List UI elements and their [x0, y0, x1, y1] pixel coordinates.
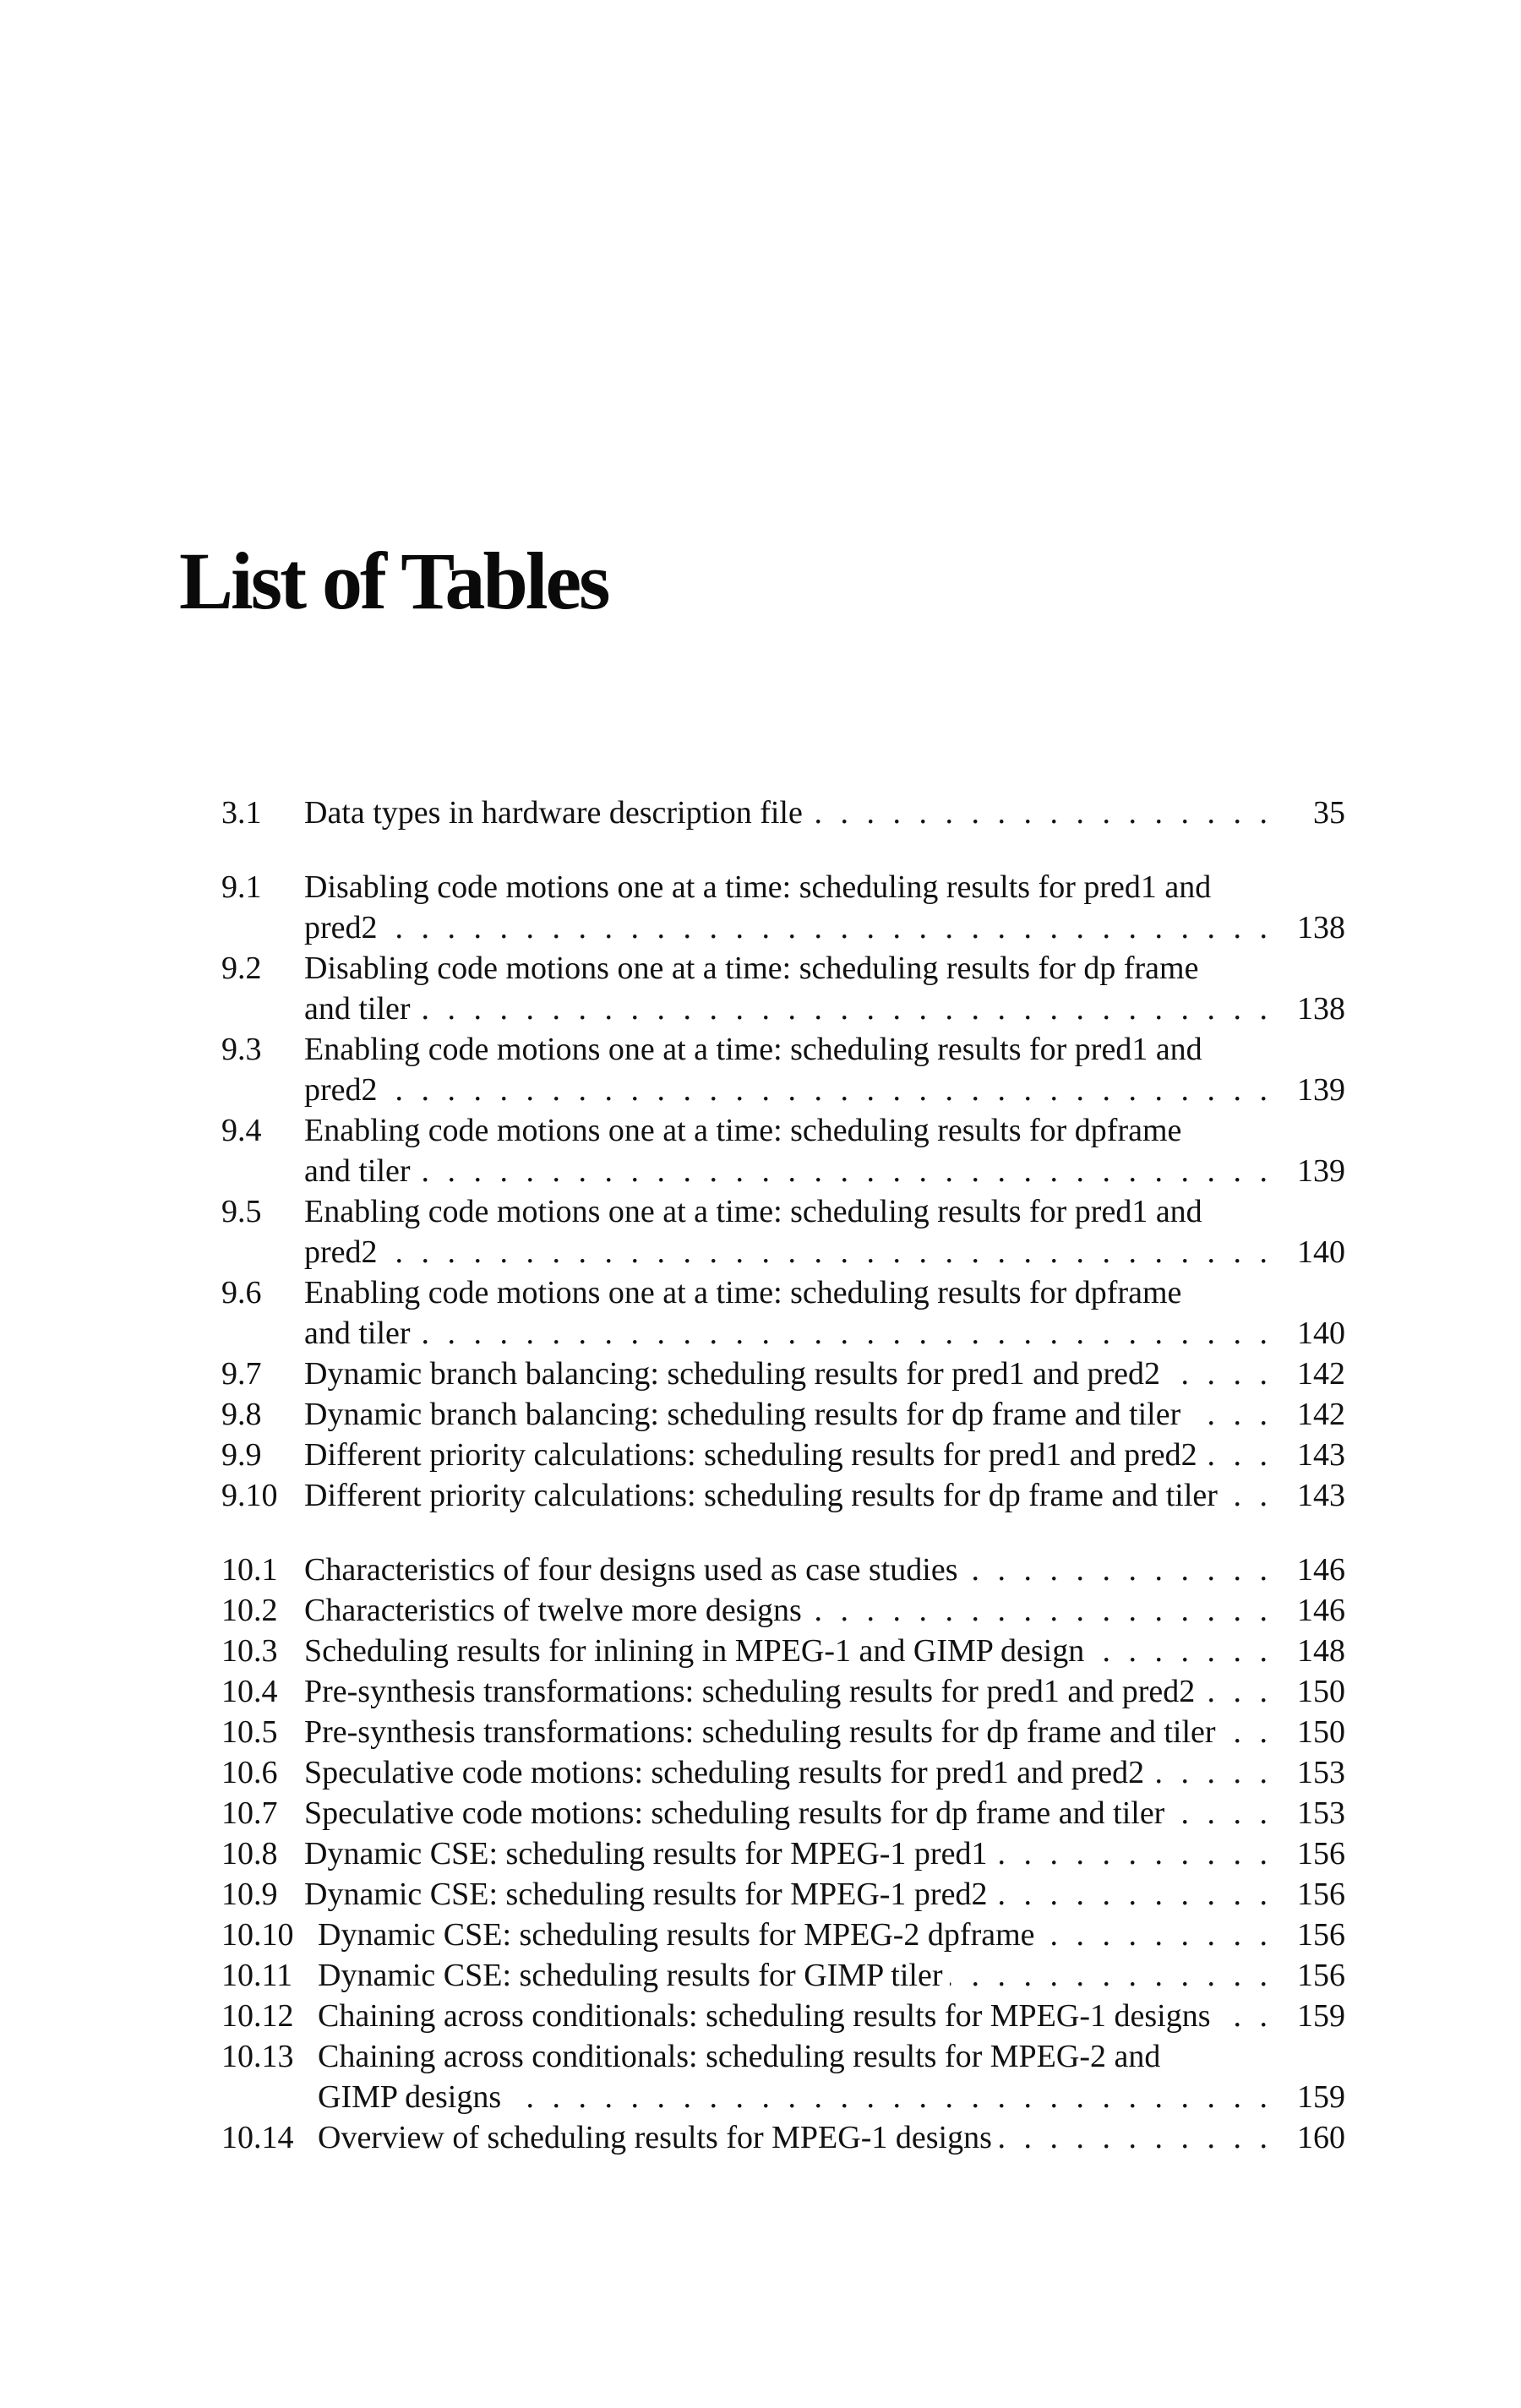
- toc-entry[interactable]: [221, 1874, 1345, 1915]
- toc-entry[interactable]: [221, 1833, 1345, 1874]
- dot-leader: [950, 1955, 1273, 1996]
- entry-page-number: 156: [1297, 1917, 1345, 1953]
- page-title: List of Tables: [179, 536, 608, 626]
- group-separator: [221, 833, 1345, 867]
- toc-entry[interactable]: [221, 1435, 1345, 1475]
- entry-number: 10.6: [221, 1755, 278, 1790]
- entry-number: 9.9: [221, 1437, 262, 1473]
- dot-leader: [1204, 1435, 1273, 1475]
- toc-entry[interactable]: [221, 1793, 1345, 1833]
- entry-title-line: Data types in hardware description file: [304, 795, 803, 831]
- entry-page-number: 138: [1297, 991, 1345, 1027]
- entry-page-number: 140: [1297, 1234, 1345, 1270]
- entry-title-line: Dynamic branch balancing: scheduling results for dp frame and tiler: [304, 1397, 1181, 1432]
- entry-page-number: 150: [1297, 1714, 1345, 1750]
- dot-leader: [417, 1151, 1273, 1191]
- entry-number: 10.5: [221, 1714, 278, 1750]
- entry-number: 9.6: [221, 1275, 262, 1310]
- entry-number: 10.8: [221, 1836, 278, 1871]
- entry-title-line: Enabling code motions one at a time: scheduling results for pred1 and: [304, 1032, 1202, 1067]
- entry-title-line: and tiler: [304, 1316, 411, 1351]
- entry-title-line: Pre-synthesis transformations: scheduling results for dp frame and tiler: [304, 1714, 1216, 1750]
- dot-leader: [994, 1874, 1273, 1915]
- dot-leader: [1167, 1354, 1273, 1394]
- entry-number: 10.3: [221, 1633, 278, 1669]
- toc-entry[interactable]: [221, 1631, 1345, 1671]
- entry-title-line: Overview of scheduling results for MPEG-1 designs: [318, 2120, 992, 2155]
- entry-number: 10.14: [221, 2120, 294, 2155]
- entry-page-number: 143: [1297, 1437, 1345, 1473]
- toc-entry[interactable]: [221, 2117, 1345, 2158]
- dot-leader: [508, 2077, 1273, 2117]
- toc-entry[interactable]: [221, 1752, 1345, 1793]
- entry-number: 9.7: [221, 1356, 262, 1392]
- entry-page-number: 142: [1297, 1356, 1345, 1392]
- dot-leader: [1223, 1712, 1273, 1752]
- toc-entry[interactable]: [221, 793, 1345, 833]
- group-separator: [221, 1516, 1345, 1550]
- entry-number: 9.8: [221, 1397, 262, 1432]
- toc-entry[interactable]: [221, 1996, 1345, 2036]
- entry-number: 10.9: [221, 1877, 278, 1912]
- entry-title-line: Dynamic CSE: scheduling results for GIMP tiler: [318, 1958, 943, 1993]
- entry-page-number: 156: [1297, 1877, 1345, 1912]
- entry-page-number: 140: [1297, 1316, 1345, 1351]
- entry-page-number: 142: [1297, 1397, 1345, 1432]
- entry-page-number: 160: [1297, 2120, 1345, 2155]
- entry-title-line: Different priority calculations: scheduling results for dp frame and tiler: [304, 1478, 1218, 1513]
- entry-page-number: 139: [1297, 1072, 1345, 1108]
- toc-entry[interactable]: [221, 1475, 1345, 1516]
- dot-leader: [1151, 1752, 1273, 1793]
- entry-page-number: 143: [1297, 1478, 1345, 1513]
- entry-number: 9.10: [221, 1478, 278, 1513]
- toc-entry[interactable]: [221, 1671, 1345, 1712]
- toc-entry[interactable]: [221, 1712, 1345, 1752]
- entry-title-line: Different priority calculations: scheduling results for pred1 and pred2: [304, 1437, 1197, 1473]
- entry-number: 10.2: [221, 1593, 278, 1628]
- entry-number: 10.7: [221, 1795, 278, 1831]
- entry-page-number: 139: [1297, 1153, 1345, 1189]
- entry-title-line: Enabling code motions one at a time: scheduling results for dpframe: [304, 1275, 1182, 1310]
- dot-leader: [417, 989, 1273, 1029]
- entry-number: 10.1: [221, 1552, 278, 1588]
- dot-leader: [1171, 1793, 1273, 1833]
- entry-page-number: 148: [1297, 1633, 1345, 1669]
- dot-leader: [417, 1313, 1273, 1354]
- toc-entry[interactable]: [221, 1354, 1345, 1394]
- entry-page-number: 153: [1297, 1795, 1345, 1831]
- toc-entry[interactable]: [221, 1191, 1345, 1272]
- entry-title-line: Speculative code motions: scheduling results for dp frame and tiler: [304, 1795, 1165, 1831]
- entry-page-number: 159: [1297, 1998, 1345, 2034]
- toc-entry[interactable]: [221, 1915, 1345, 1955]
- entry-title-line: Dynamic CSE: scheduling results for MPEG-1 pred2: [304, 1877, 988, 1912]
- entry-number: 9.2: [221, 951, 262, 986]
- entry-number: 3.1: [221, 795, 262, 831]
- entry-page-number: 146: [1297, 1593, 1345, 1628]
- toc-entry[interactable]: [221, 1394, 1345, 1435]
- entry-page-number: 138: [1297, 910, 1345, 945]
- entry-title-line: pred2: [304, 1072, 378, 1108]
- entry-page-number: 156: [1297, 1958, 1345, 1993]
- dot-leader: [999, 2117, 1273, 2158]
- entry-page-number: 150: [1297, 1674, 1345, 1709]
- entry-title-line: Characteristics of four designs used as case studies: [304, 1552, 958, 1588]
- entry-title-line: Disabling code motions one at a time: scheduling results for dp frame: [304, 951, 1199, 986]
- entry-title-line: Dynamic branch balancing: scheduling results for pred1 and pred2: [304, 1356, 1161, 1392]
- toc-entry[interactable]: [221, 1029, 1345, 1110]
- dot-leader: [1218, 1996, 1273, 2036]
- entry-number: 10.12: [221, 1998, 294, 2034]
- entry-title-line: Chaining across conditionals: scheduling results for MPEG-2 and: [318, 2039, 1161, 2074]
- entry-title-line: Chaining across conditionals: scheduling results for MPEG-1 designs: [318, 1998, 1211, 2034]
- dot-leader: [1042, 1915, 1273, 1955]
- dot-leader: [384, 907, 1273, 948]
- entry-title-line: pred2: [304, 1234, 378, 1270]
- entry-title-line: Characteristics of twelve more designs: [304, 1593, 802, 1628]
- entry-number: 9.1: [221, 869, 262, 905]
- entry-title-line: Enabling code motions one at a time: scheduling results for pred1 and: [304, 1194, 1202, 1229]
- dot-leader: [809, 1590, 1273, 1631]
- entry-title-line: and tiler: [304, 1153, 411, 1189]
- toc-entry[interactable]: [221, 1272, 1345, 1354]
- toc-entry[interactable]: [221, 1955, 1345, 1996]
- entry-title-line: pred2: [304, 910, 378, 945]
- entry-page-number: 156: [1297, 1836, 1345, 1871]
- table-of-contents: [221, 793, 1345, 2158]
- entry-number: 10.11: [221, 1958, 293, 1993]
- toc-entry[interactable]: [221, 1110, 1345, 1191]
- entry-title-line: Pre-synthesis transformations: scheduling results for pred1 and pred2: [304, 1674, 1196, 1709]
- entry-number: 10.13: [221, 2039, 294, 2074]
- entry-number: 9.4: [221, 1113, 262, 1148]
- dot-leader: [965, 1550, 1273, 1590]
- dot-leader: [810, 793, 1273, 833]
- toc-entry[interactable]: [221, 1550, 1345, 1590]
- toc-entry[interactable]: [221, 1590, 1345, 1631]
- entry-number: 9.5: [221, 1194, 262, 1229]
- entry-page-number: 35: [1313, 795, 1345, 831]
- entry-title-line: Dynamic CSE: scheduling results for MPEG-1 pred1: [304, 1836, 988, 1871]
- entry-title-line: Disabling code motions one at a time: scheduling results for pred1 and: [304, 869, 1212, 905]
- toc-entry[interactable]: [221, 2036, 1345, 2117]
- dot-leader: [1091, 1631, 1273, 1671]
- entry-page-number: 146: [1297, 1552, 1345, 1588]
- entry-title-line: Scheduling results for inlining in MPEG-1 and GIMP design: [304, 1633, 1085, 1669]
- entry-title-line: GIMP designs: [318, 2079, 502, 2115]
- entry-number: 10.10: [221, 1917, 294, 1953]
- toc-entry[interactable]: [221, 948, 1345, 1029]
- entry-title-line: Speculative code motions: scheduling results for pred1 and pred2: [304, 1755, 1145, 1790]
- dot-leader: [384, 1232, 1273, 1272]
- entry-page-number: 159: [1297, 2079, 1345, 2115]
- dot-leader: [1224, 1475, 1273, 1516]
- entry-number: 10.4: [221, 1674, 278, 1709]
- toc-entry[interactable]: [221, 867, 1345, 948]
- entry-page-number: 153: [1297, 1755, 1345, 1790]
- dot-leader: [1202, 1671, 1273, 1712]
- entry-number: 9.3: [221, 1032, 262, 1067]
- dot-leader: [384, 1070, 1273, 1110]
- entry-title-line: and tiler: [304, 991, 411, 1027]
- entry-title-line: Dynamic CSE: scheduling results for MPEG-2 dpframe: [318, 1917, 1035, 1953]
- dot-leader: [1187, 1394, 1273, 1435]
- entry-title-line: Enabling code motions one at a time: scheduling results for dpframe: [304, 1113, 1182, 1148]
- dot-leader: [994, 1833, 1273, 1874]
